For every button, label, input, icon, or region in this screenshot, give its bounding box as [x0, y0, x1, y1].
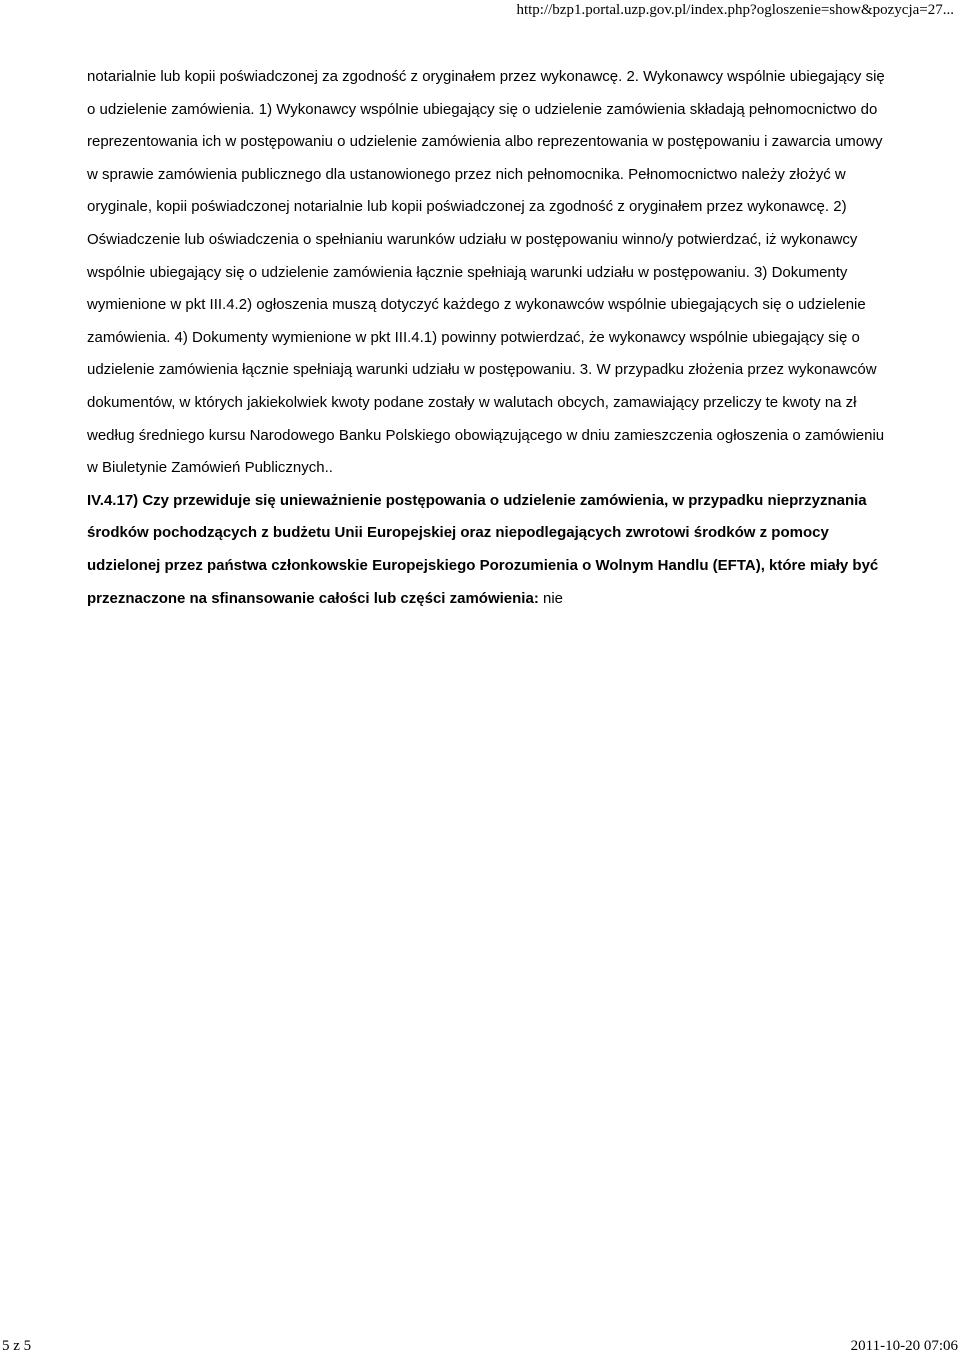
- section-heading: IV.4.17) Czy przewiduje się unieważnienie postępowania o udzielenie zamówienia, w przypadku nieprzyznania środków pochodzących z budżetu Unii Europejskiej oraz niepodlegających zwrotowi środków z pomocy udzielonej przez państwa członkowskie Europejskiego Porozumienia o Wolnym Handlu (EFTA), które miały być przeznaczone na sfinansowanie całości lub części zamówienia:: [87, 491, 879, 607]
- section-iv-4-17: [87, 485, 897, 615]
- document-body: [87, 61, 897, 615]
- body-paragraph: notarialnie lub kopii poświadczonej za zgodność z oryginałem przez wykonawcę. 2. Wykonawcy wspólnie ubiegający się o udzielenie zamówienia. 1) Wykonawcy wspólnie ubiegający się o udzielenie zamówienia składają pełnomocnictwo do reprezentowania ich w postępowaniu o udzielenie zamówienia albo reprezentowania w postępowaniu i zawarcia umowy w sprawie zamówienia publicznego dla ustanowionego przez nich pełnomocnika. Pełnomocnictwo należy złożyć w oryginale, kopii poświadczonej notarialnie lub kopii poświadczonej za zgodność z oryginałem przez wykonawcę. 2) Oświadczenie lub oświadczenia o spełnianiu warunków udziału w postępowaniu winno/y potwierdzać, iż wykonawcy wspólnie ubiegający się o udzielenie zamówienia łącznie spełniają warunki udziału w postępowaniu. 3) Dokumenty wymienione w pkt III.4.2) ogłoszenia muszą dotyczyć każdego z wykonawców wspólnie ubiegających się o udzielenie zamówienia. 4) Dokumenty wymienione w pkt III.4.1) powinny potwierdzać, że wykonawcy wspólnie ubiegający się o udzielenie zamówienia łącznie spełniają warunki udziału w postępowaniu. 3. W przypadku złożenia przez wykonawców dokumentów, w których jakiekolwiek kwoty podane zostały w walutach obcych, zamawiający przeliczy te kwoty na zł według średniego kursu Narodowego Banku Polskiego obowiązującego w dniu zamieszczenia ogłoszenia o zamówieniu w Biuletynie Zamówień Publicznych..: [87, 68, 885, 477]
- print-timestamp: 2011-10-20 07:06: [850, 1338, 958, 1354]
- section-answer: nie: [542, 589, 564, 607]
- print-header-url: http://bzp1.portal.uzp.gov.pl/index.php?ogloszenie=show&pozycja=27...: [516, 2, 954, 18]
- page-number: 5 z 5: [2, 1338, 32, 1354]
